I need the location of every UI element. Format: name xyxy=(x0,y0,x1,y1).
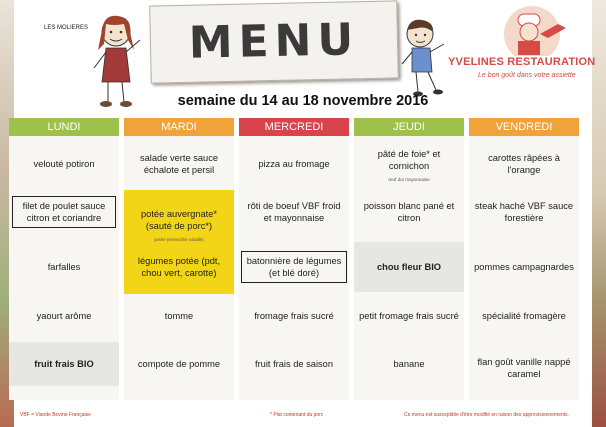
menu-item: petit fromage frais sucré xyxy=(359,311,459,321)
menu-grid xyxy=(9,118,577,400)
menu-item: tomme xyxy=(164,311,194,321)
menu-item: spécialité fromagère xyxy=(482,311,566,321)
brand-tagline: Le bon goût dans votre assiette xyxy=(478,72,576,79)
menu-item: filet de poulet sauce citron et coriandre xyxy=(9,190,119,234)
menu-item: pâté de foie* et cornichon œuf dur mayonnaise xyxy=(377,149,441,182)
day-header: MERCREDI xyxy=(239,118,349,136)
menu-item: velouté potiron xyxy=(33,159,95,169)
day-header: JEUDI xyxy=(354,118,464,136)
menu-item: poisson blanc pané et citron xyxy=(363,201,455,223)
menu-item: pommes campagnardes xyxy=(474,262,574,272)
column-mercredi xyxy=(239,118,349,400)
column-vendredi xyxy=(469,118,579,400)
menu-item-note: œuf dur mayonnaise xyxy=(388,177,430,182)
menu-item: salade verte sauce échalote et persil xyxy=(139,153,219,175)
menu-item: pizza au fromage xyxy=(258,159,330,169)
column-lundi xyxy=(9,118,119,400)
footer-vbf-note: VBF = Viande Bovine Française xyxy=(20,412,91,418)
title-card xyxy=(149,0,399,83)
menu-item: chou fleur BIO xyxy=(354,242,464,292)
school-name: LES MOLIERES xyxy=(30,14,102,42)
menu-item: banane xyxy=(393,359,425,369)
menu-item: steak haché VBF sauce forestière xyxy=(474,201,574,223)
week-heading: semaine du 14 au 18 novembre 2016 xyxy=(177,93,429,109)
menu-item-highlight: potée auvergnate* (sauté de porc*) potée (entrecôte volaille) légumes potée (pdt, chou vert, carotte) xyxy=(124,190,234,294)
column-mardi xyxy=(124,118,234,400)
menu-item: yaourt arôme xyxy=(36,311,92,321)
menu-item: rôti de boeuf VBF froid et mayonnaise xyxy=(247,201,341,223)
day-header: MARDI xyxy=(124,118,234,136)
menu-item: fromage frais sucré xyxy=(254,311,334,321)
brand-name: YVELINES RESTAURATION xyxy=(448,56,596,68)
chef-icon xyxy=(448,4,602,56)
menu-item: carottes râpées à l'orange xyxy=(488,153,560,175)
footer-pork-note: * Plat contenant du porc xyxy=(270,412,324,418)
day-header: VENDREDI xyxy=(469,118,579,136)
menu-item: batonnière de légumes (et blé doré) xyxy=(239,242,349,292)
column-jeudi xyxy=(354,118,464,400)
menu-item: compote de pomme xyxy=(137,359,221,369)
menu-item-note: potée (entrecôte volaille) xyxy=(154,237,204,242)
menu-item: fruit frais BIO xyxy=(9,342,119,386)
menu-item: fruit frais de saison xyxy=(254,359,334,369)
page-title: MENU xyxy=(188,14,360,69)
day-header: LUNDI xyxy=(9,118,119,136)
footer-disclaimer: Ce menu est susceptible d'être modifié en raison des approvisionnements. xyxy=(404,412,569,418)
menu-item: farfalles xyxy=(47,262,81,272)
menu-item: flan goût vanille nappé caramel xyxy=(477,357,571,379)
brand-logo xyxy=(448,4,602,90)
